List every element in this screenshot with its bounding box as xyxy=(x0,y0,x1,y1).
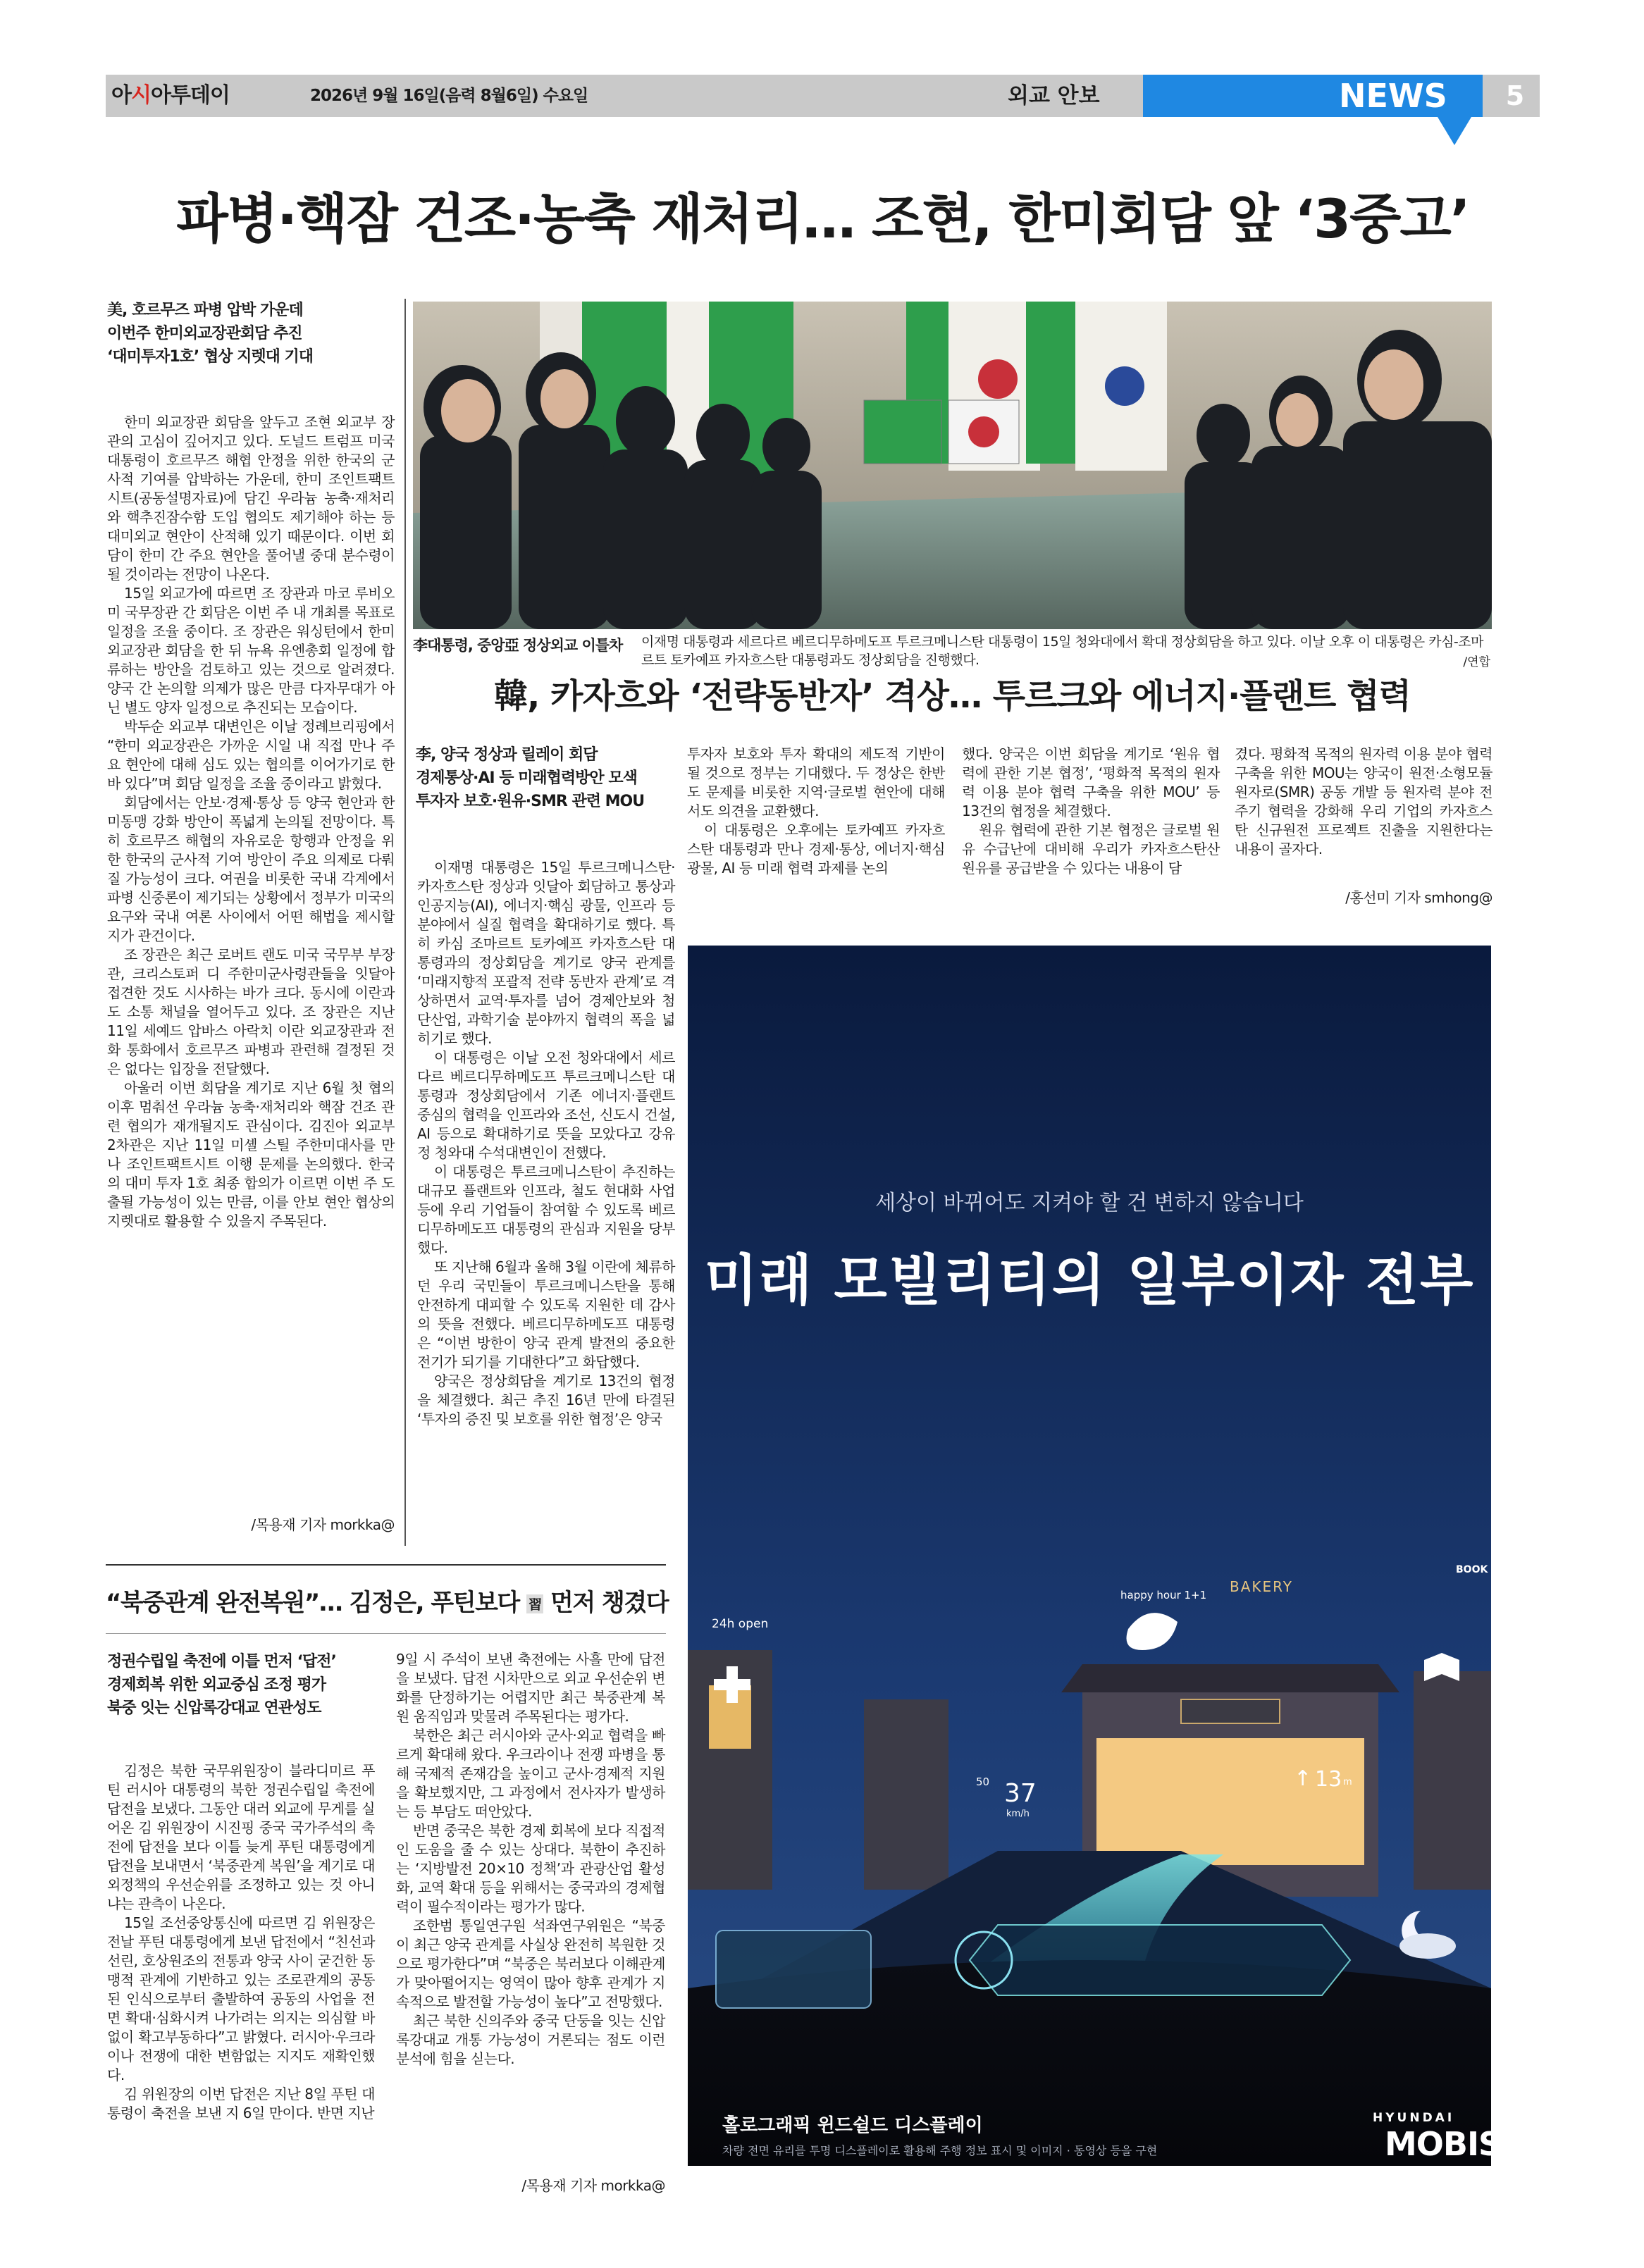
logo-part-2: 시 xyxy=(130,83,151,108)
story3-subhead: 경제회복 위한 외교중심 조정 평가 xyxy=(107,1676,326,1694)
story3-paragraph: 최근 북한 신의주와 중국 단둥을 잇는 신압록강대교 개통 가능성이 거론되는 점도 이런 분석에 힘을 싣는다. xyxy=(396,2012,665,2067)
story3-headline-emblem: 習 xyxy=(526,1594,543,1613)
logo-part-3: 아투데이 xyxy=(150,83,230,108)
news-label: NEWS xyxy=(1339,77,1447,115)
story2-subheads xyxy=(416,743,676,813)
column-divider xyxy=(404,299,406,1546)
story2-paragraph: 양국은 정상회담을 계기로 13건의 협정을 체결했다. 최근 추진 16년 만에 타결된 ‘투자의 증진 및 보호를 위한 협정’은 양국 xyxy=(417,1372,675,1427)
ad-product-title: 홀로그래픽 윈드쉴드 디스플레이 xyxy=(722,2115,983,2136)
story2-paragraph: 이 대통령은 이날 오전 청와대에서 세르다르 베르디무하메도프 투르크메니스탄 대통령과 정상회담에서 기존 에너지·플랜트 중심의 협력을 인프라와 조선, 신도시 건설, AI 등으로 확대하기로 뜻을 모았다고 강유정 청와대 수석대변인이 전했다. xyxy=(417,1049,675,1161)
story3-paragraph: 9일 시 주석이 보낸 축전에는 사흘 만에 답전을 보냈다. 답전 시차만으로 외교 우선순위 변화를 단정하기는 어렵지만 최근 북중관계 복원 움직임과 맞물려 주목된다는 평가다. xyxy=(396,1651,665,1725)
story2-paragraph: 겼다. 평화적 목적의 원자력 이용 분야 협력 구축을 위한 MOU는 양국이 원전·소형모듈원자로(SMR) 공동 개발 등 원자력 분야 전주기 협력을 강화해 우리 기업의 카자흐스탄 신규원전 프로젝트 진출을 지원한다는 내용이 골자다. xyxy=(1235,745,1492,857)
story3-headline-rule xyxy=(106,1633,666,1634)
story2-paragraph: 했다. 양국은 이번 회담을 계기로 ‘원유 협력에 관한 기본 협정’, ‘평화적 목적의 원자력 이용 분야 협력 구축을 위한 MOU’ 등 13건의 협정을 체결했다. xyxy=(962,745,1220,819)
story3-headline-part: 먼저 챙겼다 xyxy=(550,1589,669,1617)
store-open-sign: 24h open xyxy=(712,1617,769,1631)
story3-subheads xyxy=(107,1650,375,1720)
story2-paragraph: 원유 협력에 관한 기본 협정은 글로벌 원유 수급난에 대비해 우리가 카자흐스탄산 원유를 공급받을 수 있다는 내용이 담 xyxy=(962,822,1220,876)
hud-speed: 37 xyxy=(1004,1779,1037,1808)
story3-paragraph: 반면 중국은 북한 경제 회복에 보다 직접적인 도움을 줄 수 있는 상대다. 북한이 추진하는 ‘지방발전 20×10 정책’과 관광산업 활성화, 교역 확대 등을 위해서는 중국과의 경제협력이 필수적이라는 평가가 많다. xyxy=(396,1822,665,1915)
story2-byline: /홍선미 기자 smhong@ xyxy=(1345,889,1492,906)
story3-column-2 xyxy=(396,1650,665,2069)
hud-distance-unit: m xyxy=(1343,1777,1352,1787)
hud-arrow-icon: ↑ xyxy=(1294,1766,1312,1791)
bakery-sign: BAKERY xyxy=(1230,1578,1293,1595)
story3-headline xyxy=(106,1583,669,1618)
story3-column-1 xyxy=(107,1761,375,2123)
story1-paragraph: 아울러 이번 회담을 계기로 지난 6월 첫 협의 이후 멈춰선 우라늄 농축·재처리와 핵잠 건조 관련 협의가 재개될지도 관심이다. 김진아 외교부 2차관은 지난 11일 미셸 스틸 주한미대사를 만나 조인트팩트시트 이행 문제를 논의했다. 한국의 대미 투자 1호 최종 합의가 이르면 이번 주 도출될 가능성이 있는 만큼, 이를 안보 현안 협상의 지렛대로 활용할 수 있을지 주목된다. xyxy=(107,1079,395,1229)
hyundai-mobis-ad[interactable] xyxy=(688,946,1491,2166)
story3-paragraph: 15일 조선중앙통신에 따르면 김 위원장은 전날 푸틴 대통령에게 보낸 답전에서 “친선과 선린, 호상원조의 전통과 양국 사이 굳건한 동맹적 관계에 기반하고 있는 조로관계의 공동된 인식으로부터 출발하여 공동의 사업을 전면 확대·심화시켜 나가려는 의지는 의심할 바 없이 확고부동하다”고 밝혔다. 러시아·우크라이나 전쟁에 대한 변함없는 지지도 재확인했다. xyxy=(107,1914,375,2083)
ad-product-description: 차량 전면 유리를 투명 디스플레이로 활용해 주행 정보 표시 및 이미지 · 동영상 등을 구현 xyxy=(722,2144,1158,2157)
story2-paragraph: 또 지난해 6월과 올해 3월 이란에 체류하던 우리 국민들이 투르크메니스탄을 통해 안전하게 대피할 수 있도록 지원한 데 감사의 뜻을 전했다. 베르디무하메도프 대통령은 “이번 방한이 양국 관계 발전의 중요한 전기가 되기를 기대한다”고 화답했다. xyxy=(417,1258,675,1370)
story3-byline: /목용재 기자 morkka@ xyxy=(521,2177,665,2194)
story1-paragraph: 박두순 외교부 대변인은 이날 정례브리핑에서 “한미 외교장관은 가까운 시일 내 직접 만나 주요 현안에 대해 심도 있는 협의를 이어가기로 한 바 있다”며 회담 일정을 조율 중이라고 밝혔다. xyxy=(107,718,395,792)
story2-paragraph: 이 대통령은 오후에는 토카예프 카자흐스탄 대통령과 만나 경제·통상, 에너지·핵심 광물, AI 등 미래 협력 과제를 논의 xyxy=(687,822,945,876)
main-headline: 파병·핵잠 건조·농축 재처리… 조현, 한미회담 앞 ‘3중고’ xyxy=(176,187,1469,250)
story1-subhead: 美, 호르무즈 파병 압박 가운데 xyxy=(107,302,303,319)
photo-caption-title: 李대통령, 중앙亞 정상외교 이틀차 xyxy=(413,637,623,654)
story2-subhead: 李, 양국 정상과 릴레이 회담 xyxy=(416,746,598,764)
section-name: 외교 안보 xyxy=(1008,83,1100,109)
book-sign: BOOK xyxy=(1456,1564,1488,1575)
summit-photo xyxy=(413,302,1492,629)
story2-headline: 韓, 카자흐와 ‘전략동반자’ 격상… 투르크와 에너지·플랜트 협력 xyxy=(494,676,1411,716)
story3-paragraph: 김정은 북한 국무위원장이 블라디미르 푸틴 러시아 대통령의 북한 정권수립일 축전에 답전을 보냈다. 그동안 대러 외교에 무게를 실어온 김 위원장이 시진핑 중국 국가주석의 축전에 답전을 보다 이틀 늦게 푸틴 대통령에게 답전을 보내면서 ‘북중관계 복원’을 계기로 대외정책의 우선순위를 조정하고 있는 것 아니냐는 관측이 나온다. xyxy=(107,1762,375,1912)
story2-subhead: 경제통상·AI 등 미래협력방안 모색 xyxy=(416,769,637,787)
story2-paragraph: 이 대통령은 투르크메니스탄이 추진하는 대규모 플랜트와 인프라, 철도 현대화 사업 등에 우리 기업들이 참여할 수 있도록 베르디무하메도프 대통령의 관심과 지원을 당부했다. xyxy=(417,1163,675,1256)
story2-subhead: 투자자 보호·원유·SMR 관련 MOU xyxy=(416,793,645,810)
ad-tagline: 세상이 바뀌어도 지켜야 할 건 변하지 않습니다 xyxy=(875,1191,1304,1215)
newspaper-logo xyxy=(111,75,230,117)
hud-distance: 13 xyxy=(1315,1767,1342,1792)
story3-headline-part: “북중관계 완전복원”… 김정은, 푸틴보다 xyxy=(106,1589,519,1617)
cafe-sign: happy hour 1+1 xyxy=(1120,1589,1207,1601)
photo-credit: /연합 xyxy=(1463,655,1490,669)
story3-paragraph: 김 위원장의 이번 답전은 지난 8일 푸틴 대통령이 축전을 보낸 지 6일 만이다. 반면 지난 xyxy=(107,2086,375,2121)
brand-mobis-logo: MOBIS xyxy=(1385,2125,1502,2163)
news-banner-pointer xyxy=(1438,117,1471,145)
story3-top-rule xyxy=(106,1564,666,1566)
ad-night-street-illustration xyxy=(688,946,1491,2166)
story2-paragraph: 투자자 보호와 투자 확대의 제도적 기반이 될 것으로 정부는 기대했다. 두 정상은 한반도 문제를 비롯한 지역·글로벌 현안에 대해서도 의견을 교환했다. xyxy=(687,745,945,819)
story1-byline: /목용재 기자 morkka@ xyxy=(251,1516,395,1533)
hud-speed-unit: km/h xyxy=(1006,1809,1030,1819)
story1-paragraph: 회담에서는 안보·경제·통상 등 양국 현안과 한미동맹 강화 방안이 폭넓게 논의될 전망이다. 특히 호르무즈 해협의 자유로운 항행과 안정을 위한 한국의 군사적 기여 방안이 주요 의제로 다뤄질 가능성이 크다. 여권을 비롯한 국내 각계에서 파병 신중론이 제기되는 상황에서 정부가 미국의 요구와 국내 여론 사이에서 어떤 해법을 제시할지가 관건이다. xyxy=(107,794,395,944)
story2-column-3 xyxy=(962,745,1220,878)
story3-paragraph: 조한범 통일연구원 석좌연구위원은 “북중이 최근 양국 관계를 사실상 완전히 복원한 것으로 평가한다”며 “북중은 북러보다 이해관계가 맞아떨어지는 영역이 많아 향후 관계가 지속적으로 발전할 가능성이 높다”고 전망했다. xyxy=(396,1917,665,2010)
photo-caption: 이재명 대통령과 세르다르 베르디무하메도프 투르크메니스탄 대통령이 15일 청와대에서 확대 정상회담을 하고 있다. 이날 오후 이 대통령은 카심-조마르트 토카예프 카자흐스탄 대통령과도 정상회담을 진행했다. xyxy=(641,634,1483,668)
story2-paragraph: 이재명 대통령은 15일 투르크메니스탄·카자흐스탄 정상과 잇달아 회담하고 통상과 인공지능(AI), 에너지·핵심 광물, 인프라 등 분야에서 실질 협력을 확대하기로 했다. 특히 카심 조마르트 토카예프 카자흐스탄 대통령과의 정상회담을 계기로 양국 관계를 ‘미래지향적 포괄적 전략 동반자 관계’로 격상하면서 교역·투자를 넘어 경제안보와 첨단산업, 과학기술 분야까지 협력의 폭을 넓히기로 했다. xyxy=(417,859,675,1047)
issue-date: 2026년 9월 16일(음력 8월6일) 수요일 xyxy=(310,87,588,105)
ad-headline: 미래 모빌리티의 일부이자 전부 xyxy=(704,1248,1475,1313)
story1-subhead: ‘대미투자1호’ 협상 지렛대 기대 xyxy=(107,348,314,366)
story1-body xyxy=(107,413,395,1231)
story3-subhead: 정권수립일 축전에 이틀 먼저 ‘답전’ xyxy=(107,1653,336,1671)
story2-column-2 xyxy=(687,745,945,878)
summit-photo-illustration xyxy=(413,302,1492,629)
story1-paragraph: 15일 외교가에 따르면 조 장관과 마코 루비오 미 국무장관 간 회담은 이번 주 내 개최를 목표로 일정을 조율 중이다. 조 장관은 워싱턴에서 한미 외교장관 회담을 한 뒤 뉴욕 유엔총회 일정에 합류하는 방안을 검토하고 있는 것으로 알려졌다. 양국 간 논의할 의제가 많은 만큼 다자무대가 아닌 별도 양자 일정으로 추진되는 모습이다. xyxy=(107,585,395,716)
story3-subhead: 북중 잇는 신압록강대교 연관성도 xyxy=(107,1699,321,1717)
story2-column-1 xyxy=(417,858,675,1429)
story1-paragraph: 한미 외교장관 회담을 앞두고 조현 외교부 장관의 고심이 깊어지고 있다. 도널드 트럼프 미국 대통령이 호르무즈 해협 안정을 위한 한국의 군사적 기여를 압박하는 가운데, 한미 조인트팩트시트(공동설명자료)에 담긴 우라늄 농축·재처리와 핵추진잠수함 도입 협의도 제기해야 하는 등 대미외교 현안이 산적해 있기 때문이다. 이번 회담이 한미 간 주요 현안을 풀어낼 중대 분수령이 될 것이라는 전망이 나온다. xyxy=(107,414,395,583)
story3-paragraph: 북한은 최근 러시아와 군사·외교 협력을 빠르게 확대해 왔다. 우크라이나 전쟁 파병을 통해 국제적 존재감을 높이고 군사·경제적 지원을 확보했지만, 그 과정에서 전사자가 발생하는 등 부담도 떠안았다. xyxy=(396,1727,665,1820)
story1-subhead: 이번주 한미외교장관회담 추진 xyxy=(107,325,302,342)
story1-paragraph: 조 장관은 최근 로버트 랜도 미국 국무부 부장관, 크리스토퍼 디 주한미군사령관들을 잇달아 접견한 것도 시사하는 바가 크다. 동시에 이란과도 소통 채널을 열어두고 있다. 조 장관은 지난 11일 세예드 압바스 아락치 이란 외교장관과 전화 통화에서 호르무즈 파병과 관련해 결정된 것은 없다는 입장을 전달했다. xyxy=(107,946,395,1077)
story2-column-4 xyxy=(1235,745,1492,859)
story1-subheads xyxy=(107,299,389,368)
page-number: 5 xyxy=(1490,75,1540,117)
logo-part-1: 아 xyxy=(111,83,131,108)
hud-speed-limit: 50 xyxy=(976,1776,990,1788)
brand-hyundai: HYUNDAI xyxy=(1373,2111,1455,2125)
